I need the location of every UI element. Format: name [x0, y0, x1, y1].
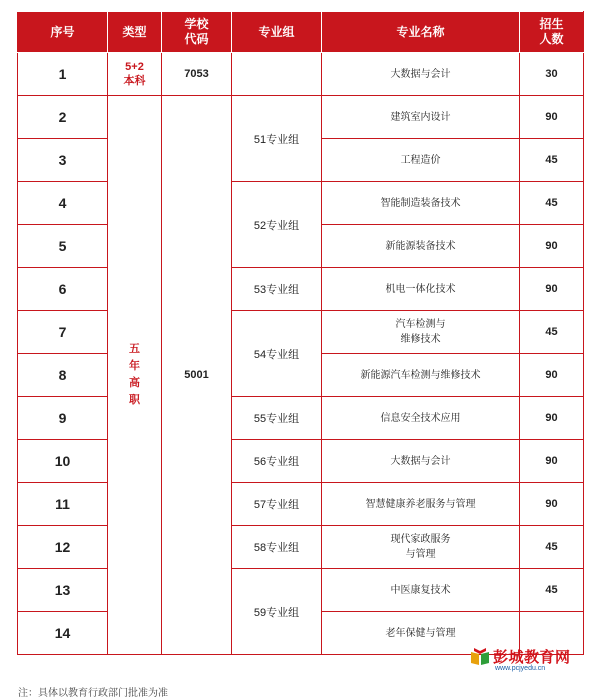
group-cell: 51专业组: [232, 96, 322, 182]
logo-url: www.pcjyedu.cn: [495, 665, 546, 672]
count-cell: 90: [520, 268, 584, 311]
seq-cell: 9: [18, 397, 108, 440]
major-cell: 智能制造装备技术: [322, 182, 520, 225]
count-cell: 90: [520, 225, 584, 268]
seq-cell: 4: [18, 182, 108, 225]
table-row: [18, 96, 584, 139]
major-cell: 中医康复技术: [322, 569, 520, 612]
seq-cell: 5: [18, 225, 108, 268]
table-row: [18, 569, 584, 612]
table-row: [18, 397, 584, 440]
major-cell: 老年保健与管理: [322, 612, 520, 655]
table-row: [18, 268, 584, 311]
count-cell: 30: [520, 53, 584, 96]
admission-table: [17, 11, 584, 655]
table-row: [18, 483, 584, 526]
group-cell: 58专业组: [232, 526, 322, 569]
seq-cell: 8: [18, 354, 108, 397]
header-count: 招生 人数: [520, 12, 584, 53]
table-row: [18, 182, 584, 225]
code-cell: 5001: [162, 96, 232, 655]
table-row: [18, 53, 584, 96]
header-school-code: 学校 代码: [162, 12, 232, 53]
major-cell: 新能源装备技术: [322, 225, 520, 268]
count-cell: 45: [520, 139, 584, 182]
header-seq: 序号: [18, 12, 108, 53]
major-cell: 新能源汽车检测与维修技术: [322, 354, 520, 397]
major-cell: 大数据与会计: [322, 53, 520, 96]
group-cell: 55专业组: [232, 397, 322, 440]
seq-cell: 11: [18, 483, 108, 526]
seq-cell: 12: [18, 526, 108, 569]
seq-cell: 13: [18, 569, 108, 612]
group-cell: 54专业组: [232, 311, 322, 397]
footnote: 注：具体以教育行政部门批准为准: [18, 688, 168, 699]
count-cell: 45: [520, 569, 584, 612]
count-cell: 45: [520, 182, 584, 225]
book-logo-icon: [470, 648, 490, 666]
table-row: [18, 526, 584, 569]
seq-cell: 1: [18, 53, 108, 96]
table-row: [18, 440, 584, 483]
count-cell: 45: [520, 526, 584, 569]
group-cell: 53专业组: [232, 268, 322, 311]
major-cell: 现代家政服务 与管理: [322, 526, 520, 569]
logo-text: 彭城教育网: [493, 648, 571, 666]
count-cell: 45: [520, 311, 584, 354]
type-cell-vocational: 五 年 高 职: [108, 96, 162, 655]
seq-cell: 3: [18, 139, 108, 182]
seq-cell: 10: [18, 440, 108, 483]
header-major: 专业名称: [322, 12, 520, 53]
count-cell: 90: [520, 483, 584, 526]
count-cell: 90: [520, 397, 584, 440]
seq-cell: 14: [18, 612, 108, 655]
major-cell: 机电一体化技术: [322, 268, 520, 311]
group-cell: 52专业组: [232, 182, 322, 268]
major-cell: 汽车检测与 维修技术: [322, 311, 520, 354]
table-row: [18, 311, 584, 354]
major-cell: 信息安全技术应用: [322, 397, 520, 440]
group-cell: [232, 53, 322, 96]
seq-cell: 7: [18, 311, 108, 354]
group-cell: 57专业组: [232, 483, 322, 526]
seq-cell: 2: [18, 96, 108, 139]
seq-cell: 6: [18, 268, 108, 311]
site-logo: [470, 648, 571, 672]
type-cell-undergrad: 5+2 本科: [108, 53, 162, 96]
header-type: 类型: [108, 12, 162, 53]
code-cell: 7053: [162, 53, 232, 96]
major-cell: 建筑室内设计: [322, 96, 520, 139]
count-cell: 90: [520, 96, 584, 139]
major-cell: 智慧健康养老服务与管理: [322, 483, 520, 526]
group-cell: 56专业组: [232, 440, 322, 483]
major-cell: 大数据与会计: [322, 440, 520, 483]
major-cell: 工程造价: [322, 139, 520, 182]
count-cell: 90: [520, 440, 584, 483]
count-cell: 90: [520, 354, 584, 397]
header-row: [18, 12, 584, 53]
group-cell: 59专业组: [232, 569, 322, 655]
header-group: 专业组: [232, 12, 322, 53]
